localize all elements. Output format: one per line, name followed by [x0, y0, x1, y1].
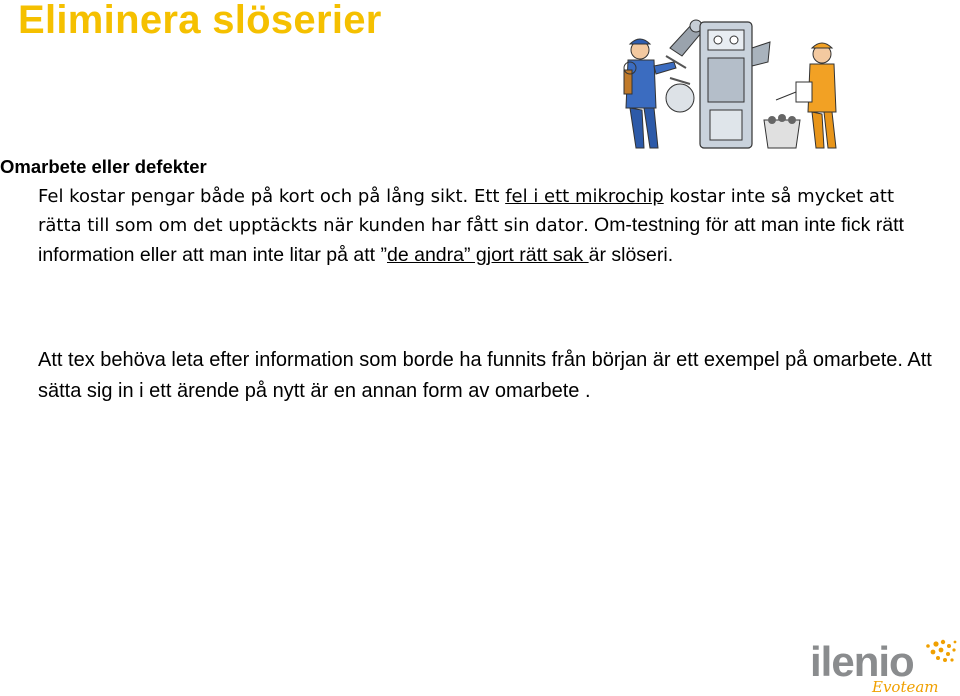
- logo-tagline-text: Evoteam: [872, 678, 939, 694]
- page-title: Eliminera slöserier: [18, 0, 382, 42]
- paragraph-text-part-a: Fel kostar pengar både på kort och på lång sikt. Ett: [38, 186, 506, 207]
- logo-dots-icon: [926, 640, 956, 662]
- ilenio-evoteam-logo: [808, 630, 958, 694]
- logo-brand-text: ilenio: [810, 638, 914, 685]
- workers-repairing-machine-illustration: [600, 8, 870, 158]
- paragraph-text-part-d: är slöseri.: [588, 243, 674, 266]
- paragraph-text-part-b: kostar inte så mycket att rätta till som om det upptäckts när kunden har fått sin dator: [38, 186, 895, 237]
- parts-basket: [764, 114, 800, 148]
- machine: [700, 22, 770, 148]
- paragraph-rework-costs: [38, 182, 943, 270]
- section-heading: Omarbete eller defekter: [0, 156, 207, 177]
- de-andra-link[interactable]: de andra” gjort rätt sak: [387, 243, 589, 266]
- paragraph-rework-example: Att tex behöva leta efter information som borde ha funnits från början är ett exempel på omarbete. Att sätta sig in i ett ärende på nytt är en annan form av omarbete .: [38, 349, 932, 402]
- paragraph-text-part-c: . Om-testning för att man inte fick rätt information eller att man inte litar på att ”: [38, 214, 904, 266]
- microchip-link[interactable]: fel i ett mikrochip: [505, 186, 664, 207]
